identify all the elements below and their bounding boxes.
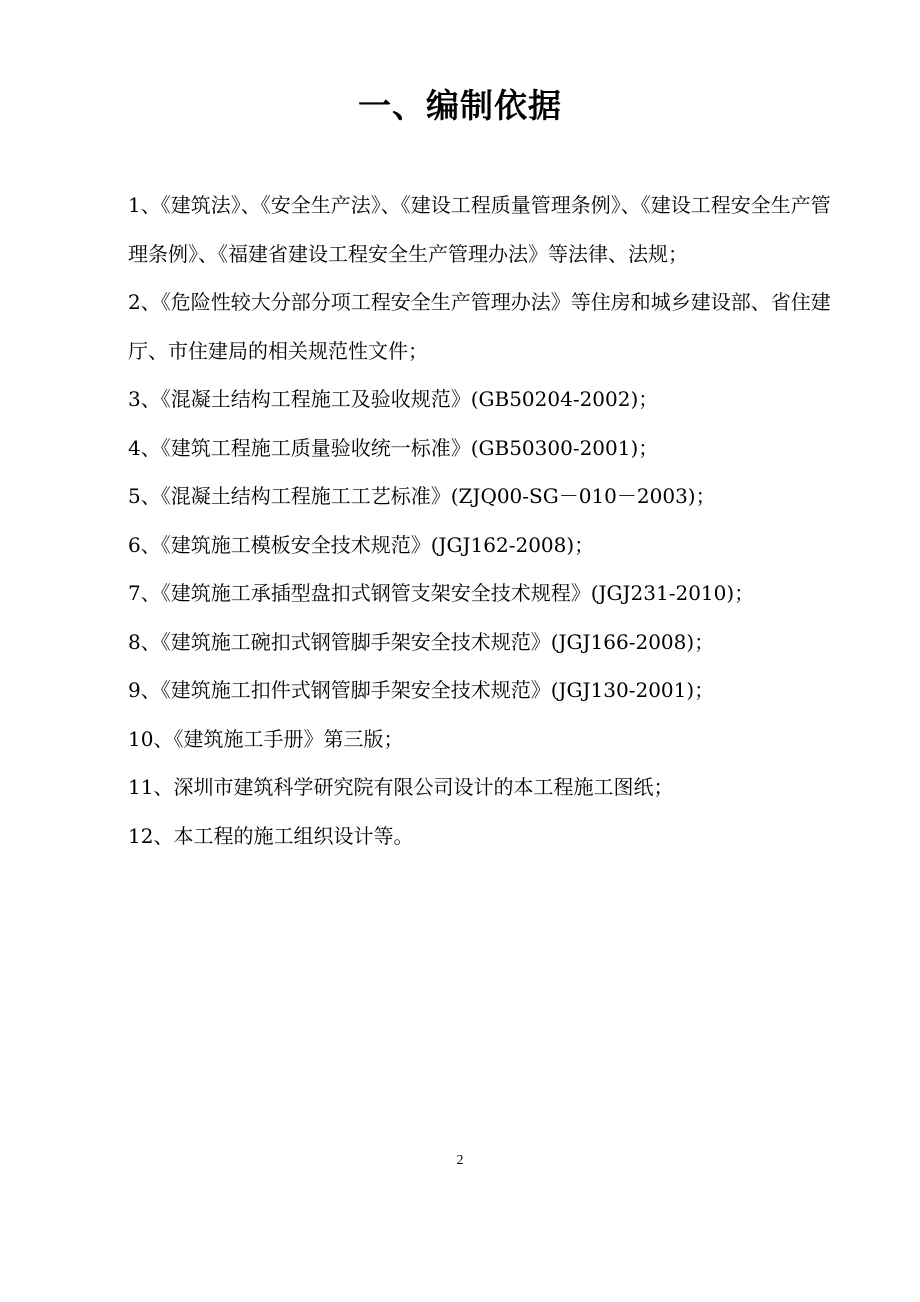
list-item: 4、《建筑工程施工质量验收统一标准》(GB50300-2001)； <box>128 435 659 460</box>
list-item: 6、《建筑施工模板安全技术规范》(JGJ162-2008)； <box>128 532 595 557</box>
section-title: 一、编制依据 <box>358 86 562 125</box>
list-item: 10、《建筑施工手册》第三版； <box>128 726 404 751</box>
list-item: 9、《建筑施工扣件式钢管脚手架安全技术规范》(JGJ130-2001)； <box>128 678 715 702</box>
basis-list <box>128 181 840 860</box>
list-item: 5、《混凝土结构工程施工工艺标准》(ZJQ00-SG－010－2003)； <box>128 484 716 508</box>
list-item: 7、《建筑施工承插型盘扣式钢管支架安全技术规程》(JGJ231-2010)； <box>128 581 755 605</box>
list-item: 12、本工程的施工组织设计等。 <box>128 823 414 848</box>
list-item: 2、《危险性较大分部分项工程安全生产管理办法》等住房和城乡建设部、省住建厅、市住建局的相关规范性文件； <box>128 290 831 363</box>
list-item: 1、《建筑法》、《安全生产法》、《建设工程质量管理条例》、《建设工程安全生产管理条例》、《福建省建设工程安全生产管理办法》等法律、法规； <box>128 193 831 266</box>
list-item: 11、深圳市建筑科学研究院有限公司设计的本工程施工图纸； <box>128 775 674 799</box>
list-item: 3、《混凝土结构工程施工及验收规范》(GB50204-2002)； <box>128 387 659 411</box>
list-item: 8、《建筑施工碗扣式钢管脚手架安全技术规范》(JGJ166-2008)； <box>128 629 715 654</box>
page-number: 2 <box>456 1153 464 1168</box>
